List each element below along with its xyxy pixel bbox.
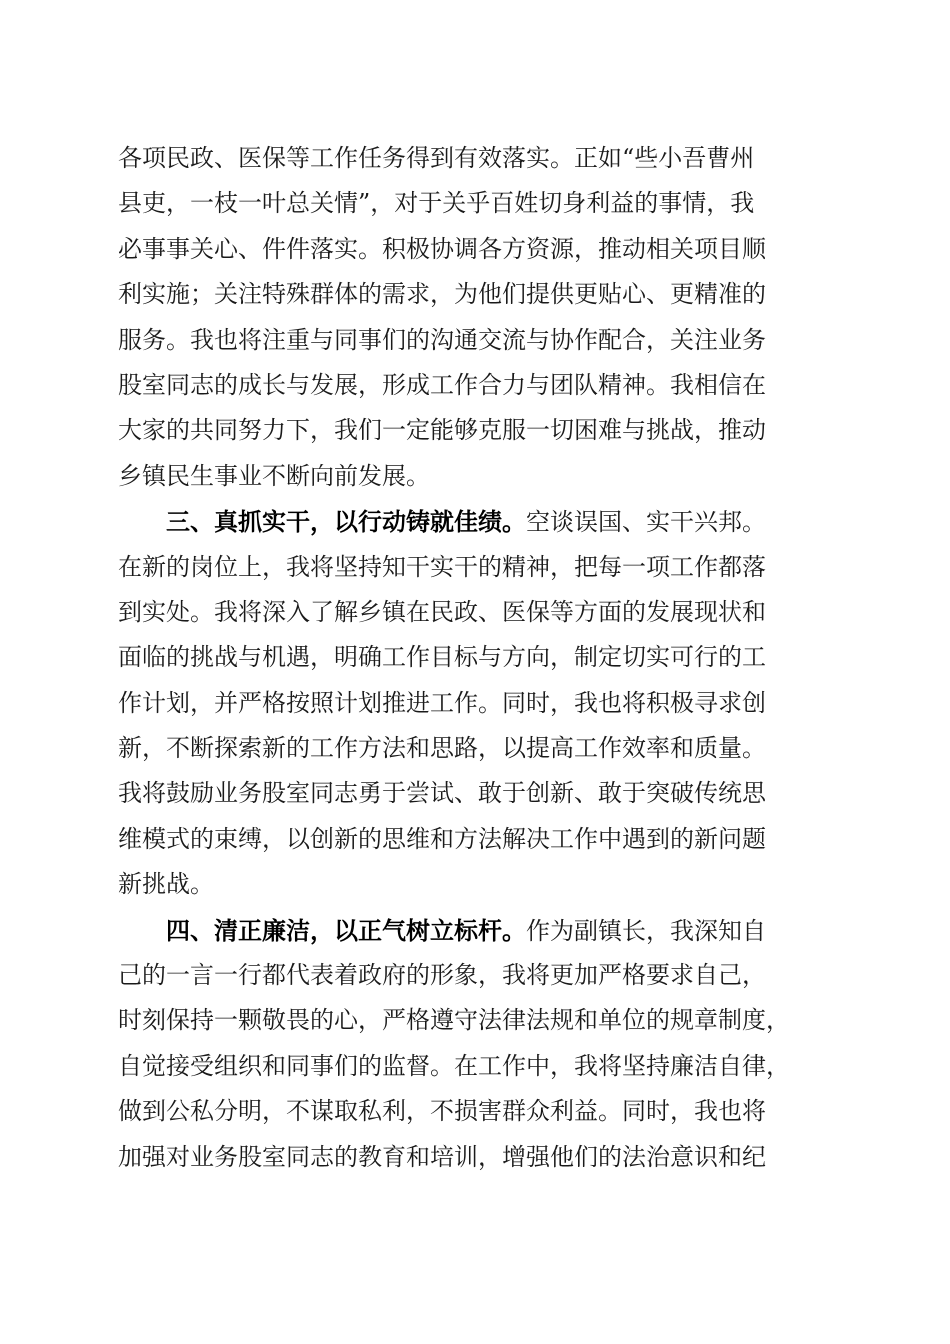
text-line: 利实施；关注特殊群体的需求，为他们提供更贴心、更精准的 xyxy=(118,280,766,309)
text-line: 己的一言一行都代表着政府的形象，我将更加严格要求自己， xyxy=(118,961,766,990)
text-line: 各项民政、医保等工作任务得到有效落实。正如“些小吾曹州 xyxy=(118,144,755,172)
section-3-paragraph xyxy=(118,499,838,908)
section-4-paragraph xyxy=(118,908,838,1180)
text-line: 服务。我也将注重与同事们的沟通交流与协作配合，关注业务 xyxy=(118,325,766,354)
section-4-first-line-text: 作为副镇长，我深知自 xyxy=(526,916,766,945)
section-3-first-line xyxy=(118,499,838,544)
text-line: 作计划，并严格按照计划推进工作。同时，我也将积极寻求创 xyxy=(118,688,766,717)
text-line: 时刻保持一颗敬畏的心，严格遵守法律法规和单位的规章制度， xyxy=(118,1006,790,1035)
text-line: 乡镇民生事业不断向前发展。 xyxy=(118,461,430,490)
text-line: 股室同志的成长与发展，形成工作合力与团队精神。我相信在 xyxy=(118,370,766,399)
section-3-first-line-text: 空谈误国、实干兴邦。 xyxy=(526,508,766,537)
text-line: 面临的挑战与机遇，明确工作目标与方向，制定切实可行的工 xyxy=(118,643,766,672)
text-line: 到实处。我将深入了解乡镇在民政、医保等方面的发展现状和 xyxy=(118,597,766,626)
text-line: 我将鼓励业务股室同志勇于尝试、敢于创新、敢于突破传统思 xyxy=(118,779,766,808)
document-body xyxy=(118,136,838,1180)
text-line: 自觉接受组织和同事们的监督。在工作中，我将坚持廉洁自律， xyxy=(118,1051,790,1080)
section-3-heading: 三、真抓实干，以行动铸就佳绩。 xyxy=(166,507,526,537)
text-line: 县吏，一枝一叶总关情”，对于关乎百姓切身利益的事情，我 xyxy=(118,189,755,218)
paragraph-1 xyxy=(118,136,838,499)
text-line: 大家的共同努力下，我们一定能够克服一切困难与挑战，推动 xyxy=(118,416,766,445)
text-line: 在新的岗位上，我将坚持知干实干的精神，把每一项工作都落 xyxy=(118,552,766,581)
section-4-first-line xyxy=(118,908,838,953)
text-line: 必事事关心、件件落实。积极协调各方资源，推动相关项目顺 xyxy=(118,234,766,263)
text-line: 维模式的束缚，以创新的思维和方法解决工作中遇到的新问题 xyxy=(118,824,766,853)
text-line: 加强对业务股室同志的教育和培训，增强他们的法治意识和纪 xyxy=(118,1142,766,1171)
text-line: 做到公私分明，不谋取私利，不损害群众利益。同时，我也将 xyxy=(118,1097,766,1126)
section-4-heading: 四、清正廉洁，以正气树立标杆。 xyxy=(166,915,526,945)
text-line: 新挑战。 xyxy=(118,870,214,899)
text-line: 新，不断探索新的工作方法和思路，以提高工作效率和质量。 xyxy=(118,734,766,763)
